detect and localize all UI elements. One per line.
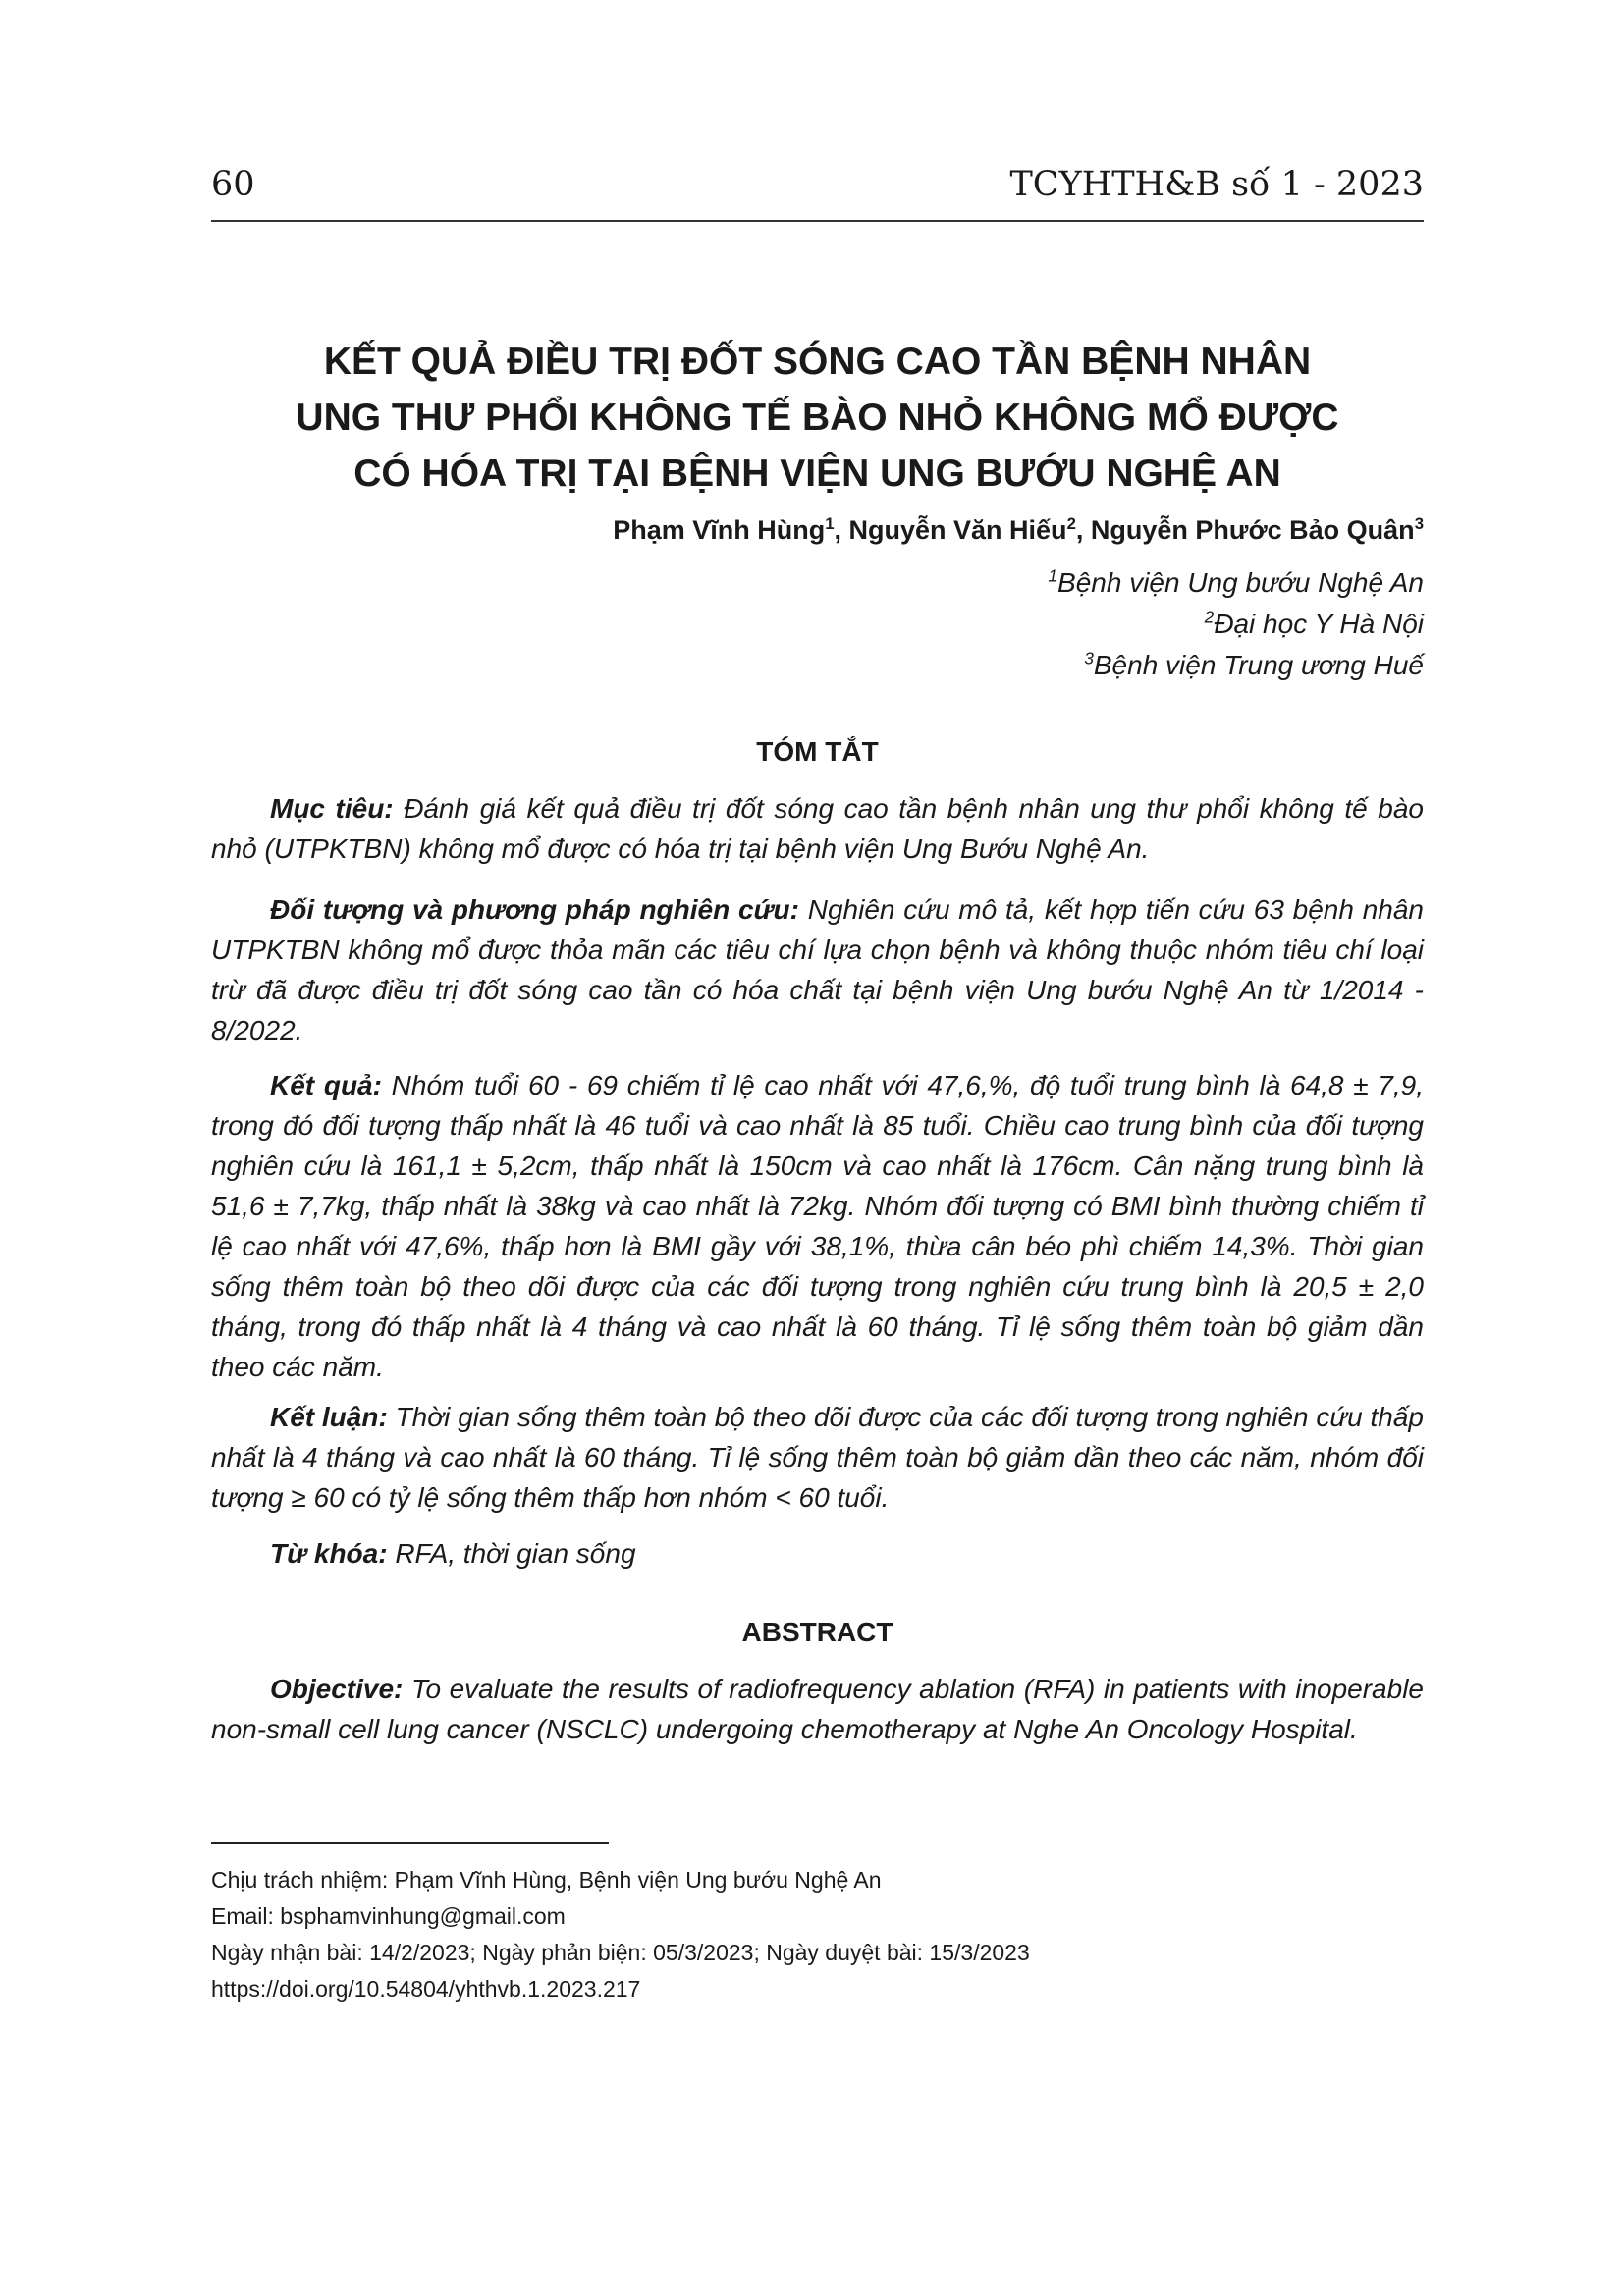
affiliation: $^2$Đại học Y Hà Nội bbox=[1204, 607, 1424, 639]
author-name: Nguyễn Phước Bảo Quân bbox=[1090, 515, 1415, 545]
author-name: Phạm Vĩnh Hùng bbox=[613, 515, 826, 545]
title-line: KẾT QUẢ ĐIỀU TRỊ ĐỐT SÓNG CAO TẦN BỆNH NHÂN bbox=[323, 341, 1312, 383]
author-name: Nguyễn Văn Hiếu bbox=[848, 515, 1067, 545]
summary-methods: Đối tượng và phương pháp nghiên cứu: Nghiên cứu mô tả, kết hợp tiến cứu 63 bệnh nhân UTPKTBN không mổ được thỏa mãn các tiêu chí lựa chọn bệnh và không thuộc nhóm tiêu chí loại trừ đã được điều trị đốt sóng cao tần có hóa chất tại bệnh viện Ung bướu Nghệ An từ 1/2014 - 8/2022. bbox=[211, 894, 1424, 1045]
author-affiliation-mark: 3 bbox=[1414, 514, 1424, 533]
affiliation: $^3$Bệnh viện Trung ương Huế bbox=[1084, 648, 1424, 680]
summary-results: Kết quả: Nhóm tuổi 60 - 69 chiếm tỉ lệ cao nhất với 47,6,%, độ tuổi trung bình là 64,8 ± 7,9, trong đó đối tượng thấp nhất là 46 tuổi và cao nhất là 85 tuổi. Chiều cao trung bình của đối tượng nghiên cứu là 161,1 ± 5,2cm, thấp nhất là 150cm và cao nhất là 176cm. Cân nặng trung bình là 51,6 ± 7,7kg, thấp nhất là 38kg và cao nhất là 72kg. Nhóm đối tượng có BMI bình thường chiếm tỉ lệ cao nhất với 47,6%, thấp hơn là BMI gầy với 38,1%, thừa cân béo phì chiếm 14,3%. Thời gian sống thêm toàn bộ theo dõi được của các đối tượng trong nghiên cứu trung bình là 20,5 ± 2,0 tháng, trong đó thấp nhất là 4 tháng và cao nhất là 60 tháng. Tỉ lệ sống thêm toàn bộ giảm dần theo các năm. bbox=[211, 1070, 1425, 1382]
page-number: 60 bbox=[211, 165, 255, 204]
summary-heading: TÓM TẮT bbox=[756, 736, 879, 767]
running-header bbox=[211, 165, 1424, 216]
author-list: Phạm Vĩnh Hùng$^1$, Nguyễn Văn Hiếu$^2$, Nguyễn Phước Bảo Quân$^3$ bbox=[613, 514, 1424, 545]
footnote-dates: Ngày nhận bài: 14/2/2023; Ngày phản biện: 05/3/2023; Ngày duyệt bài: 15/3/2023 bbox=[211, 1940, 1030, 1965]
summary-keywords: Từ khóa: RFA, thời gian sống bbox=[270, 1538, 636, 1569]
summary-objective: Mục tiêu: Đánh giá kết quả điều trị đốt sóng cao tần bệnh nhân ung thư phổi không tế bào nhỏ (UTPKTBN) không mổ được có hóa trị tại bệnh viện Ung Bướu Nghệ An. bbox=[211, 793, 1424, 864]
summary-conclusion: Kết luận: Thời gian sống thêm toàn bộ theo dõi được của các đối tượng trong nghiên cứu thấp nhất là 4 tháng và cao nhất là 60 tháng. Tỉ lệ sống thêm toàn bộ giảm dần theo các năm, nhóm đối tượng ≥ 60 có tỷ lệ sống thêm thấp hơn nhóm < 60 tuổi. bbox=[211, 1402, 1424, 1513]
footnote-responsible: Chịu trách nhiệm: Phạm Vĩnh Hùng, Bệnh viện Ung bướu Nghệ An bbox=[211, 1867, 882, 1893]
journal-issue: TCYHTH&B số 1 - 2023 bbox=[1009, 165, 1424, 204]
footnote-doi: https://doi.org/10.54804/yhthvb.1.2023.217 bbox=[211, 1976, 641, 2002]
author-affiliation-mark: 2 bbox=[1066, 514, 1076, 533]
footnote-email: Email: bsphamvinhung@gmail.com bbox=[211, 1903, 566, 1929]
abstract-objective: Objective: To evaluate the results of radiofrequency ablation (RFA) in patients with inoperable non-small cell lung cancer (NSCLC) undergoing chemotherapy at Nghe An Oncology Hospital. bbox=[211, 1674, 1424, 1744]
title-line: UNG THƯ PHỔI KHÔNG TẾ BÀO NHỎ KHÔNG MỔ ĐƯỢC bbox=[296, 397, 1339, 439]
article-title bbox=[211, 334, 1424, 502]
footnotes bbox=[211, 1862, 1424, 2007]
affiliation: $^1$Bệnh viện Ung bướu Nghệ An bbox=[1048, 565, 1424, 598]
title-line: CÓ HÓA TRỊ TẠI BỆNH VIỆN UNG BƯỚU NGHỆ AN bbox=[353, 453, 1281, 495]
affiliation-list bbox=[1048, 562, 1424, 686]
abstract-heading: ABSTRACT bbox=[741, 1617, 893, 1647]
header-rule bbox=[211, 220, 1424, 222]
author-affiliation-mark: 1 bbox=[825, 514, 835, 533]
footnote-rule bbox=[211, 1842, 609, 1844]
